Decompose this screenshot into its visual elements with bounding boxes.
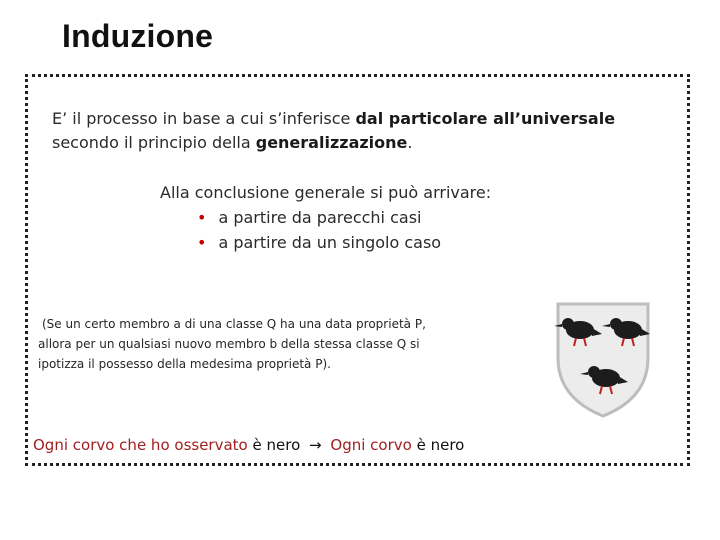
- note-line: allora per un qualsiasi nuovo membro b della stessa classe Q si: [38, 337, 420, 351]
- intro-line-1: [52, 107, 615, 131]
- example-generalized: Ogni corvo: [330, 436, 412, 454]
- note-paragraph: [38, 314, 426, 374]
- crows-shield-image: [548, 298, 658, 420]
- intro-text-2: secondo il principio della: [52, 133, 256, 152]
- bullet-text: a partire da parecchi casi: [218, 208, 422, 227]
- intro-bold-1: dal particolare all’universale: [355, 109, 616, 128]
- shield-icon: [548, 298, 658, 420]
- intro-text-1: E’ il processo in base a cui s’inferisce: [52, 109, 356, 128]
- intro-line-2: [52, 131, 615, 155]
- note-line: ipotizza il possesso della medesima proprietà P).: [38, 357, 331, 371]
- intro-text-3: .: [407, 133, 413, 152]
- conclusion-block: [160, 180, 491, 255]
- example-observed: Ogni corvo che ho osservato: [33, 436, 248, 454]
- arrow-right-icon: →: [309, 436, 322, 454]
- conclusion-bullet: [160, 230, 491, 255]
- note-line: (Se un certo membro a di una classe Q ha una data proprietà P,: [42, 317, 426, 331]
- intro-paragraph: [52, 107, 615, 155]
- bullet-icon: •: [197, 233, 207, 252]
- example-is-black: è nero: [252, 436, 301, 454]
- slide-title: Induzione: [62, 18, 214, 54]
- bullet-text: a partire da un singolo caso: [218, 233, 442, 252]
- intro-bold-2: generalizzazione: [255, 133, 408, 152]
- example-statement: [33, 436, 464, 454]
- example-is-black: è nero: [416, 436, 465, 454]
- conclusion-bullet: [160, 205, 491, 230]
- conclusion-lead: Alla conclusione generale si può arrivare:: [160, 183, 492, 202]
- bullet-icon: •: [197, 208, 207, 227]
